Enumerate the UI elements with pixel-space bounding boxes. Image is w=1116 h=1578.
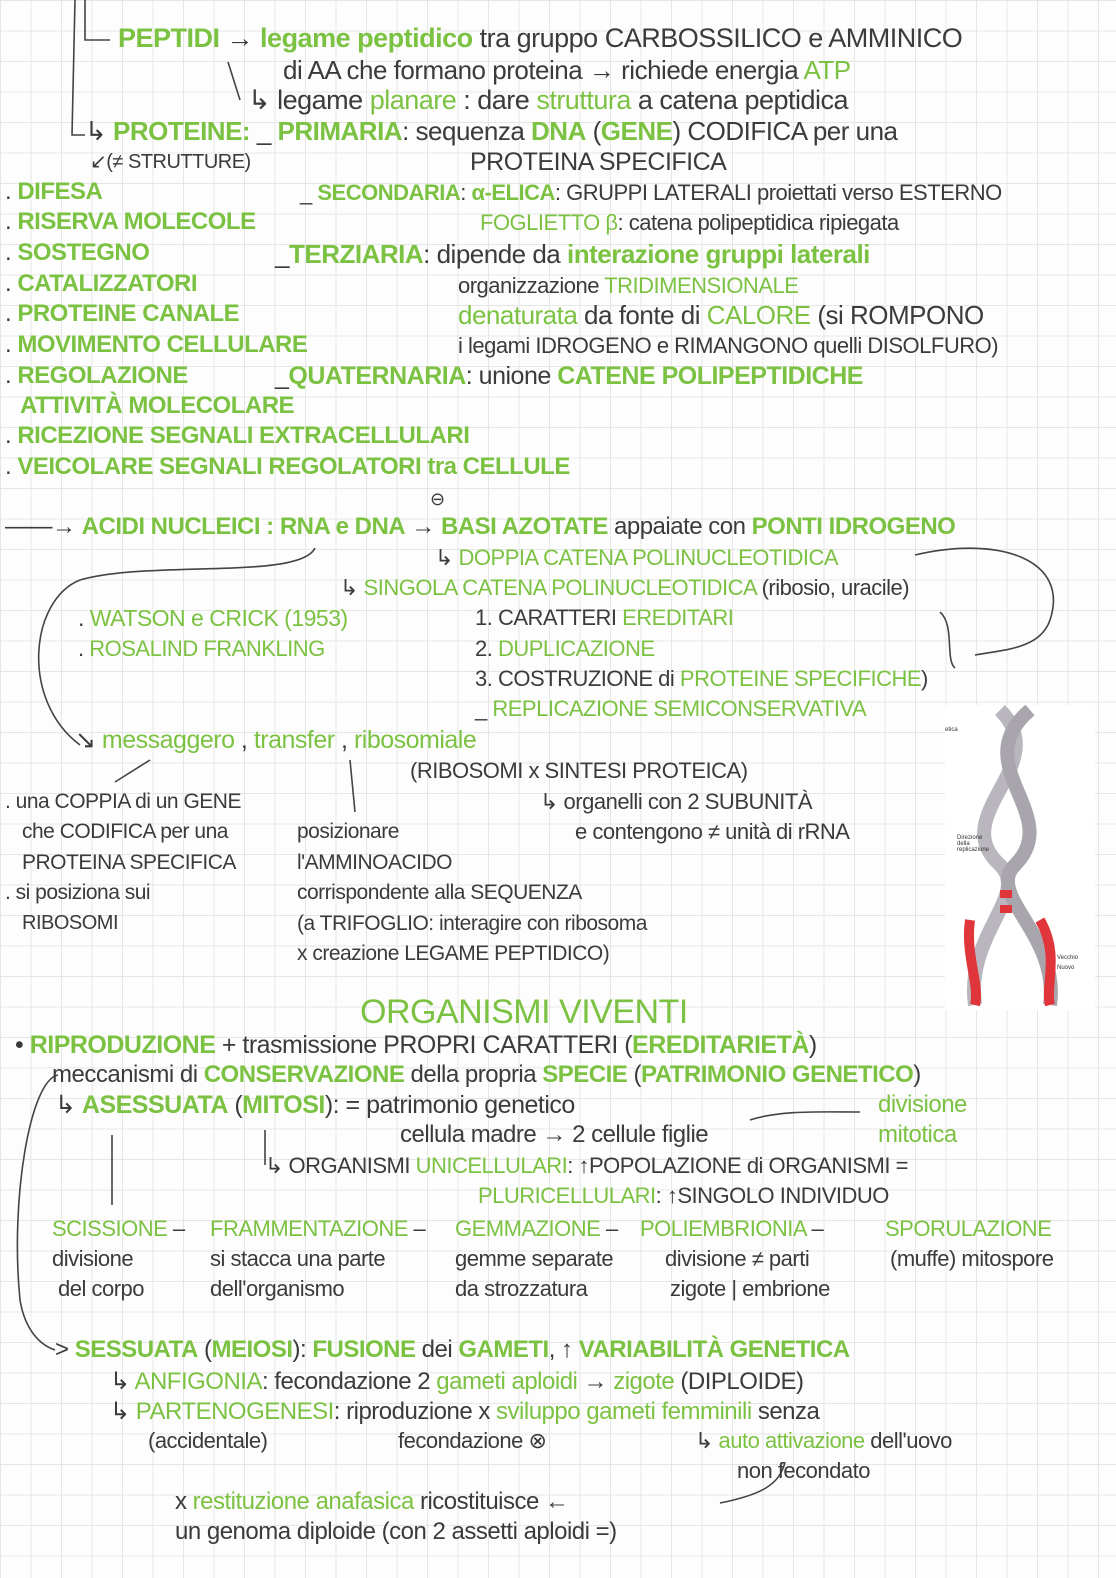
note-text: 2. [475, 636, 498, 661]
note-text: , [234, 726, 254, 754]
note-text: (DIPLOIDE) [674, 1368, 804, 1395]
note-text: – [407, 1216, 426, 1241]
note-line [85, 118, 898, 144]
note-text: un genoma diploide (con 2 assetti aploidi =) [175, 1518, 617, 1545]
highlighted-term: DNA [531, 116, 586, 146]
note-line [210, 1248, 385, 1270]
highlighted-term: PRIMARIA [277, 116, 403, 146]
note-text: ↳ [110, 1368, 135, 1395]
note-text: del corpo [58, 1276, 145, 1301]
note-text: . [5, 453, 18, 480]
note-line [297, 882, 582, 903]
note-text: e contengono ≠ unità di rRNA [575, 819, 850, 844]
note-text: : riproduzione x [333, 1398, 497, 1425]
highlighted-term: RISERVA MOLECOLE [17, 208, 256, 235]
note-line [398, 1430, 546, 1452]
note-text: x [175, 1488, 193, 1515]
note-text: ): [292, 1336, 313, 1363]
note-text: : dare [456, 85, 537, 115]
note-line [5, 455, 570, 479]
note-text: da strozzatura [455, 1276, 588, 1301]
note-line [458, 275, 798, 297]
note-text: da fonte di [577, 300, 707, 330]
note-line [575, 821, 849, 843]
note-line [475, 698, 866, 720]
note-text: + trasmissione PROPRI CARATTERI ( [215, 1031, 633, 1059]
highlighted-term: SOSTEGNO [17, 239, 150, 266]
highlighted-term: gameti aploidi [436, 1368, 578, 1395]
note-text: : dipende da [423, 239, 567, 269]
note-line [737, 1460, 870, 1482]
highlighted-term: ribosomiale [353, 726, 477, 754]
highlighted-term: SINGOLA CATENA POLINUCLEOTIDICA [363, 575, 756, 600]
note-line [265, 1155, 908, 1177]
note-line [640, 1218, 823, 1240]
highlighted-term: messaggero [101, 726, 235, 754]
note-text: : fecondazione 2 [261, 1368, 437, 1395]
note-text: (ribosio, uracile) [755, 575, 910, 600]
note-line [885, 1218, 1051, 1240]
note-line [297, 913, 647, 934]
note-line [20, 394, 294, 418]
note-text: → [219, 23, 261, 53]
highlighted-term: FRAMMENTAZIONE [210, 1216, 408, 1241]
note-text: ↳ [695, 1428, 719, 1453]
note-text: _ [275, 362, 289, 390]
note-text: ↳ [85, 116, 114, 146]
note-text: senza [751, 1398, 820, 1425]
note-text: _ [250, 116, 278, 146]
note-text: appaiate con [607, 513, 752, 540]
highlighted-term: sviluppo gameti femminili [496, 1398, 752, 1425]
note-text: divisione [52, 1246, 134, 1271]
note-text: posizionare [297, 820, 399, 843]
highlighted-term: struttura [536, 85, 631, 115]
note-text: _ [275, 239, 289, 269]
note-line [478, 1185, 889, 1207]
note-line [210, 1218, 425, 1240]
note-text: . [5, 270, 18, 297]
highlighted-term: ORGANISMI VIVENTI [360, 993, 688, 1031]
note-text: x creazione LEGAME PEPTIDICO) [297, 942, 610, 965]
note-line [5, 180, 102, 204]
note-line [360, 995, 688, 1029]
note-text: . [5, 178, 18, 205]
note-text: si stacca una parte [210, 1246, 386, 1271]
note-text: RIBOSOMI [22, 912, 119, 934]
note-line [5, 272, 197, 296]
note-line [5, 210, 256, 234]
note-text: (RIBOSOMI x SINTESI PROTEICA) [410, 758, 748, 783]
highlighted-term: auto attivazione [718, 1428, 865, 1453]
note-line [55, 1338, 850, 1362]
note-text: , [334, 726, 354, 754]
highlighted-term: SCISSIONE [52, 1216, 168, 1241]
note-line [175, 1520, 617, 1544]
note-text: organizzazione [458, 273, 605, 298]
note-text: (muffe) mitospore [890, 1246, 1054, 1271]
note-text: ↳ [110, 1398, 136, 1425]
figure-label: Vecchio [1057, 955, 1079, 961]
highlighted-term: VARIABILITÀ GENETICA [578, 1336, 850, 1363]
note-text: . [78, 636, 90, 661]
highlighted-term: BASI AZOTATE [440, 513, 608, 540]
note-line [110, 1400, 819, 1424]
note-line [15, 1033, 817, 1058]
note-text: (si ROMPONO [810, 300, 984, 330]
highlighted-term: ROSALIND FRANKLING [89, 636, 325, 661]
note-line [52, 1063, 921, 1087]
highlighted-term: transfer [253, 726, 335, 754]
note-line [283, 57, 851, 83]
highlighted-term: mitotica [878, 1121, 957, 1148]
note-text: ↙(≠ STRUTTURE) [90, 151, 251, 173]
note-line [410, 760, 748, 782]
note-text: (accidentale) [148, 1428, 268, 1453]
note-text: – [805, 1216, 824, 1241]
note-line [58, 1278, 144, 1300]
highlighted-term: ASESSUATA [81, 1091, 228, 1119]
note-text: – [167, 1216, 185, 1241]
note-text: . [5, 239, 18, 266]
highlighted-term: PARTENOGENESI [135, 1398, 334, 1425]
note-text: i legami IDROGENO e RIMANGONO quelli DISOLFURO) [458, 333, 999, 358]
note-text: non fecondato [737, 1458, 870, 1483]
highlighted-term: PROTEINE CANALE [17, 300, 240, 327]
note-text: fecondazione ⊗ [398, 1428, 547, 1453]
note-text: meccanismi di [52, 1061, 204, 1088]
highlighted-term: CONSERVAZIONE [203, 1061, 405, 1088]
note-line [458, 335, 998, 357]
note-text: – [600, 1216, 618, 1241]
highlighted-term: zigote [613, 1368, 675, 1395]
note-line [275, 241, 870, 267]
note-line [210, 1278, 344, 1300]
highlighted-term: divisione [878, 1091, 967, 1118]
note-line [22, 913, 118, 933]
highlighted-term: SESSUATA [74, 1336, 198, 1363]
note-text: dell'organismo [210, 1276, 345, 1301]
highlighted-term: DOPPIA CATENA POLINUCLEOTIDICA [458, 545, 839, 570]
highlighted-term: α-ELICA [471, 180, 555, 205]
note-text: : catena polipeptidica ripiegata [617, 210, 899, 235]
note-text: . si posiziona sui [5, 881, 151, 904]
note-line [118, 25, 962, 52]
note-text: 1. CARATTERI [475, 605, 623, 630]
highlighted-term: RIPRODUZIONE [29, 1031, 216, 1059]
note-line [665, 1248, 809, 1270]
note-text: l'AMMINOACIDO [297, 851, 453, 874]
note-line [5, 364, 188, 388]
highlighted-term: GENE [600, 116, 673, 146]
note-text: PROTEINA SPECIFICA [22, 851, 236, 874]
note-line [878, 1093, 967, 1117]
highlighted-term: PONTI IDROGENO [751, 513, 956, 540]
note-text: (a TRIFOGLIO: interagire con ribosoma [297, 912, 647, 935]
note-line [458, 302, 984, 328]
highlighted-term: PROTEINE SPECIFICHE [679, 666, 922, 691]
highlighted-term: ANFIGONIA [134, 1368, 262, 1395]
highlighted-term: SPORULAZIONE [885, 1216, 1052, 1241]
note-text: ) CODIFICA per una [672, 116, 898, 146]
highlighted-term: REGOLAZIONE [17, 362, 188, 389]
note-text: corrispondente alla SEQUENZA [297, 881, 582, 904]
note-line [430, 490, 445, 508]
note-text: ( [197, 1336, 212, 1363]
highlighted-term: PATRIMONIO GENETICO [640, 1061, 914, 1088]
note-line [22, 821, 228, 842]
note-line [540, 791, 812, 813]
note-text: → [405, 513, 441, 540]
highlighted-term: interazione gruppi laterali [567, 239, 870, 269]
note-line [5, 515, 955, 539]
highlighted-term: UNICELLULARI [415, 1153, 568, 1178]
note-text: PROTEINA SPECIFICA [470, 148, 727, 176]
note-text: ) [913, 1061, 921, 1088]
note-line [52, 1248, 133, 1270]
note-text: di AA che formano proteina → richiede energia [283, 55, 804, 85]
highlighted-term: ACIDI NUCLEICI : RNA e DNA [81, 513, 406, 540]
note-line [5, 424, 469, 448]
note-text: ↳ organelli con 2 SUBUNITÀ [540, 789, 812, 814]
note-line [5, 302, 239, 326]
note-line [5, 333, 307, 357]
note-line [890, 1248, 1053, 1270]
note-text: . [5, 208, 18, 235]
note-text: ): = patrimonio genetico [324, 1091, 575, 1119]
highlighted-term: GEMMAZIONE [455, 1216, 601, 1241]
highlighted-term: MITOSI [242, 1091, 325, 1119]
note-text: : sequenza [402, 116, 532, 146]
highlighted-term: RICEZIONE SEGNALI EXTRACELLULARI [17, 422, 470, 449]
note-text: ↳ [435, 545, 459, 570]
highlighted-term: QUATERNARIA [288, 362, 466, 390]
note-text: : [460, 180, 472, 205]
note-line [475, 668, 928, 690]
note-line [90, 152, 251, 172]
note-text: zigote | embrione [670, 1276, 830, 1301]
note-text: che CODIFICA per una [22, 820, 228, 843]
note-line [52, 1218, 185, 1240]
note-text: ↳ [55, 1091, 82, 1119]
note-text: tra gruppo CARBOSSILICO e AMMINICO [472, 23, 963, 53]
highlighted-term: CALORE [706, 300, 811, 330]
dna-replication-figure [945, 705, 1095, 1010]
highlighted-term: VEICOLARE SEGNALI REGOLATORI tra CELLULE [17, 453, 570, 480]
note-line [340, 577, 909, 599]
highlighted-term: MEIOSI [211, 1336, 293, 1363]
note-text: ——→ [5, 513, 82, 540]
highlighted-term: SPECIE [542, 1061, 628, 1088]
note-line [78, 638, 325, 660]
highlighted-term: CATALIZZATORI [17, 270, 198, 297]
highlighted-term: SECONDARIA [317, 180, 461, 205]
note-text: ( [227, 1091, 243, 1119]
note-text: ) [921, 666, 928, 691]
note-line [175, 1490, 569, 1514]
note-text: . [5, 422, 18, 449]
note-text: . [78, 605, 90, 631]
note-text: . una COPPIA di un GENE [5, 790, 241, 813]
note-line [300, 182, 1002, 204]
note-line [297, 852, 452, 873]
note-line [475, 607, 733, 629]
note-line [297, 821, 399, 842]
note-text: ( [627, 1061, 641, 1088]
note-text: • [15, 1031, 30, 1059]
note-line [22, 852, 236, 873]
note-text: ⊖ [430, 489, 445, 509]
highlighted-term: PEPTIDI [118, 23, 220, 53]
note-text: divisione ≠ parti [665, 1246, 810, 1271]
note-line [670, 1278, 830, 1300]
highlighted-term: REPLICAZIONE SEMICONSERVATIVA [492, 696, 867, 721]
note-line [275, 364, 863, 389]
note-text: , ↑ [548, 1336, 579, 1363]
highlighted-term: PLURICELLULARI [478, 1183, 656, 1208]
note-text: dei [415, 1336, 459, 1363]
note-line [5, 791, 241, 812]
highlighted-term: EREDITARI [622, 605, 734, 630]
note-line [400, 1123, 708, 1147]
note-line [297, 943, 609, 964]
highlighted-term: DIFESA [17, 178, 103, 205]
note-text: gemme separate [455, 1246, 614, 1271]
note-line [75, 728, 476, 753]
note-line [455, 1248, 613, 1270]
note-line [878, 1123, 957, 1147]
note-text: cellula madre → 2 cellule figlie [400, 1121, 709, 1148]
note-text: ricostituisce ← [413, 1488, 569, 1515]
figure-label: Nuovo [1057, 965, 1075, 971]
note-text: . [5, 331, 18, 358]
note-text: ) [808, 1031, 817, 1059]
highlighted-term: CATENE POLIPEPTIDICHE [557, 362, 863, 390]
highlighted-term: FUSIONE [312, 1336, 416, 1363]
highlighted-term: ATP [803, 55, 851, 85]
note-line [78, 607, 348, 630]
note-text: ( [585, 116, 601, 146]
highlighted-term: TRIDIMENSIONALE [604, 273, 799, 298]
note-line [148, 1430, 267, 1452]
note-line [475, 638, 655, 660]
note-line [470, 150, 726, 175]
highlighted-term: TERZIARIA [288, 239, 424, 269]
note-text: : ↑POPOLAZIONE di ORGANISMI = [567, 1153, 908, 1178]
note-text: 3. COSTRUZIONE di [475, 666, 680, 691]
note-text: : ↑SINGOLO INDIVIDUO [655, 1183, 889, 1208]
highlighted-term: EREDITARIETÀ [632, 1031, 809, 1059]
highlighted-term: MOVIMENTO CELLULARE [17, 331, 308, 358]
highlighted-term: legame peptidico [260, 23, 473, 53]
note-line [110, 1370, 803, 1394]
note-text: ↳ [340, 575, 364, 600]
note-text: > [55, 1336, 75, 1363]
note-text: _ [300, 180, 318, 205]
note-text: . [5, 362, 18, 389]
highlighted-term: planare [369, 85, 457, 115]
highlighted-term: restituzione anafasica [192, 1488, 414, 1515]
note-line [455, 1278, 587, 1300]
note-text: _ [475, 696, 493, 721]
note-text: → [577, 1368, 614, 1395]
highlighted-term: PROTEINE: [113, 116, 251, 146]
note-text: . [5, 300, 18, 327]
note-line [480, 212, 899, 234]
note-text: ↳ ORGANISMI [265, 1153, 416, 1178]
highlighted-term: DUPLICAZIONE [497, 636, 655, 661]
note-line [248, 87, 848, 114]
highlighted-term: denaturata [458, 300, 578, 330]
note-line [455, 1218, 618, 1240]
figure-label: etica [945, 727, 958, 733]
note-text: dell'uovo [864, 1428, 952, 1453]
note-line [435, 547, 838, 569]
note-text: a catena peptidica [630, 85, 849, 115]
figure-label: Direzione della replicazione [957, 835, 990, 853]
note-text: ↘ [75, 726, 102, 754]
highlighted-term: WATSON e CRICK (1953) [89, 605, 348, 631]
note-line [695, 1430, 952, 1452]
note-text: della propria [404, 1061, 543, 1088]
highlighted-term: ATTIVITÀ MOLECOLARE [20, 392, 295, 419]
note-text: : unione [465, 362, 558, 390]
note-line [55, 1093, 575, 1118]
highlighted-term: POLIEMBRIONIA [640, 1216, 806, 1241]
note-line [5, 882, 150, 903]
note-text: : GRUPPI LATERALI proiettati verso ESTERNO [554, 180, 1002, 205]
note-line [5, 241, 149, 265]
highlighted-term: GAMETI [458, 1336, 549, 1363]
note-text: ↳ legame [248, 85, 370, 115]
highlighted-term: FOGLIETTO β [480, 210, 618, 235]
